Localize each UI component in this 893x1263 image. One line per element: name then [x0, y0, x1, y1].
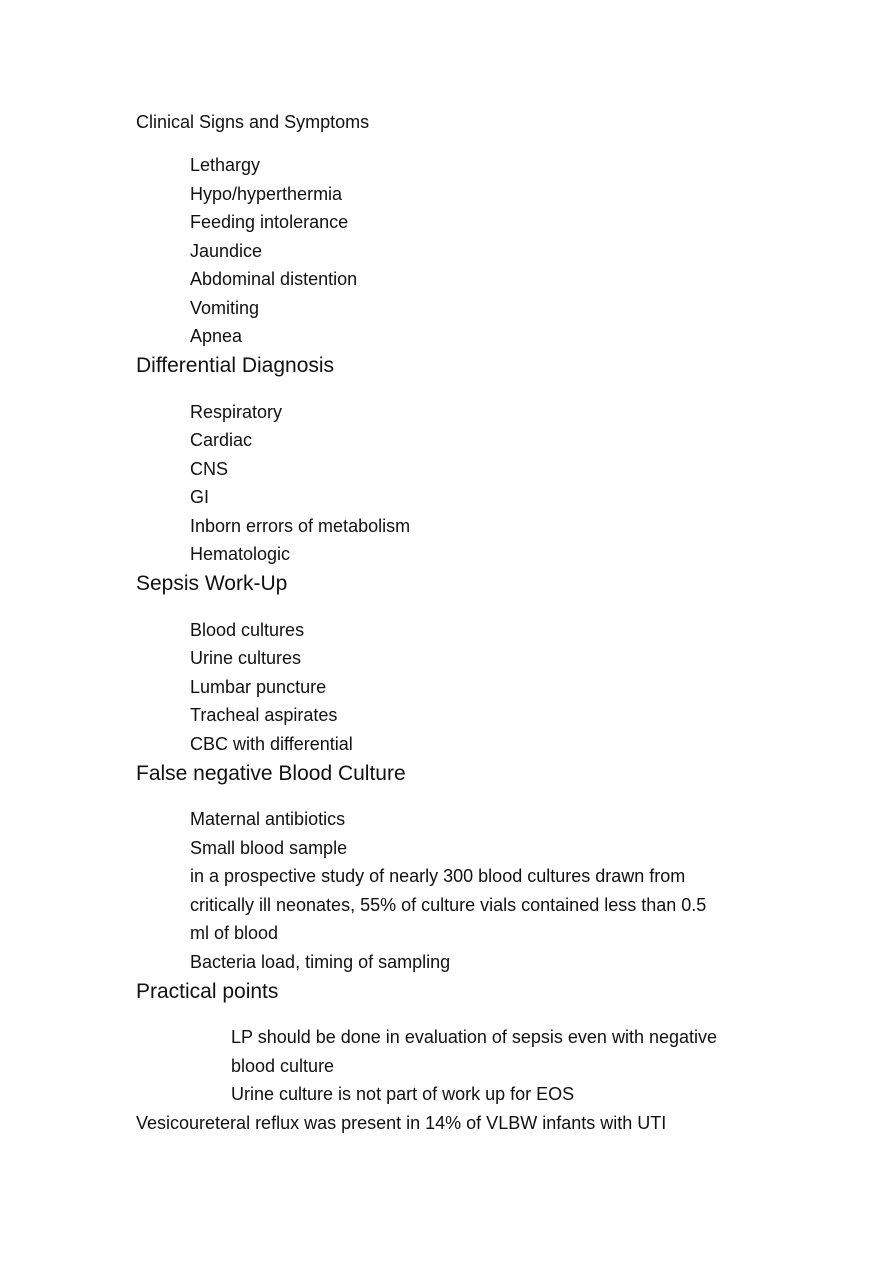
list-item: Feeding intolerance	[190, 212, 349, 232]
list-item: Hematologic	[190, 544, 291, 564]
list-item: GI	[190, 487, 210, 507]
section-title-differential: Differential Diagnosis	[136, 354, 335, 377]
list-item: Respiratory	[190, 402, 283, 422]
list-item: CNS	[190, 459, 229, 479]
section-title-clinical: Clinical Signs and Symptoms	[136, 112, 370, 132]
list-item: Small blood sample	[190, 838, 348, 858]
list-item: Maternal antibiotics	[190, 809, 346, 829]
list-item: in a prospective study of nearly 300 blood cultures drawn from	[190, 866, 686, 886]
list-item: Cardiac	[190, 430, 253, 450]
list-item: ml of blood	[190, 923, 279, 943]
list-item: Vomiting	[190, 298, 260, 318]
list-item: Bacteria load, timing of sampling	[190, 952, 451, 972]
section-title-practical: Practical points	[136, 980, 279, 1003]
list-item: LP should be done in evaluation of sepsis even with negative	[231, 1027, 718, 1047]
section-title-false-negative: False negative Blood Culture	[136, 762, 406, 785]
list-item: Jaundice	[190, 241, 263, 261]
list-item: Apnea	[190, 326, 243, 346]
list-item: Inborn errors of metabolism	[190, 516, 411, 536]
list-item: blood culture	[231, 1056, 335, 1076]
list-item: Hypo/hyperthermia	[190, 184, 343, 204]
list-item: CBC with differential	[190, 734, 353, 754]
list-item: Lumbar puncture	[190, 677, 327, 697]
list-item: Urine culture is not part of work up for EOS	[231, 1084, 575, 1104]
list-item: Urine cultures	[190, 648, 302, 668]
section-title-sepsis: Sepsis Work-Up	[136, 572, 288, 595]
list-item: Lethargy	[190, 155, 261, 175]
list-item: Blood cultures	[190, 620, 305, 640]
footer-note: Vesicoureteral reflux was present in 14% of VLBW infants with UTI	[136, 1113, 667, 1133]
list-item: Abdominal distention	[190, 269, 358, 289]
list-item: critically ill neonates, 55% of culture vials contained less than 0.5	[190, 895, 707, 915]
list-item: Tracheal aspirates	[190, 705, 338, 725]
